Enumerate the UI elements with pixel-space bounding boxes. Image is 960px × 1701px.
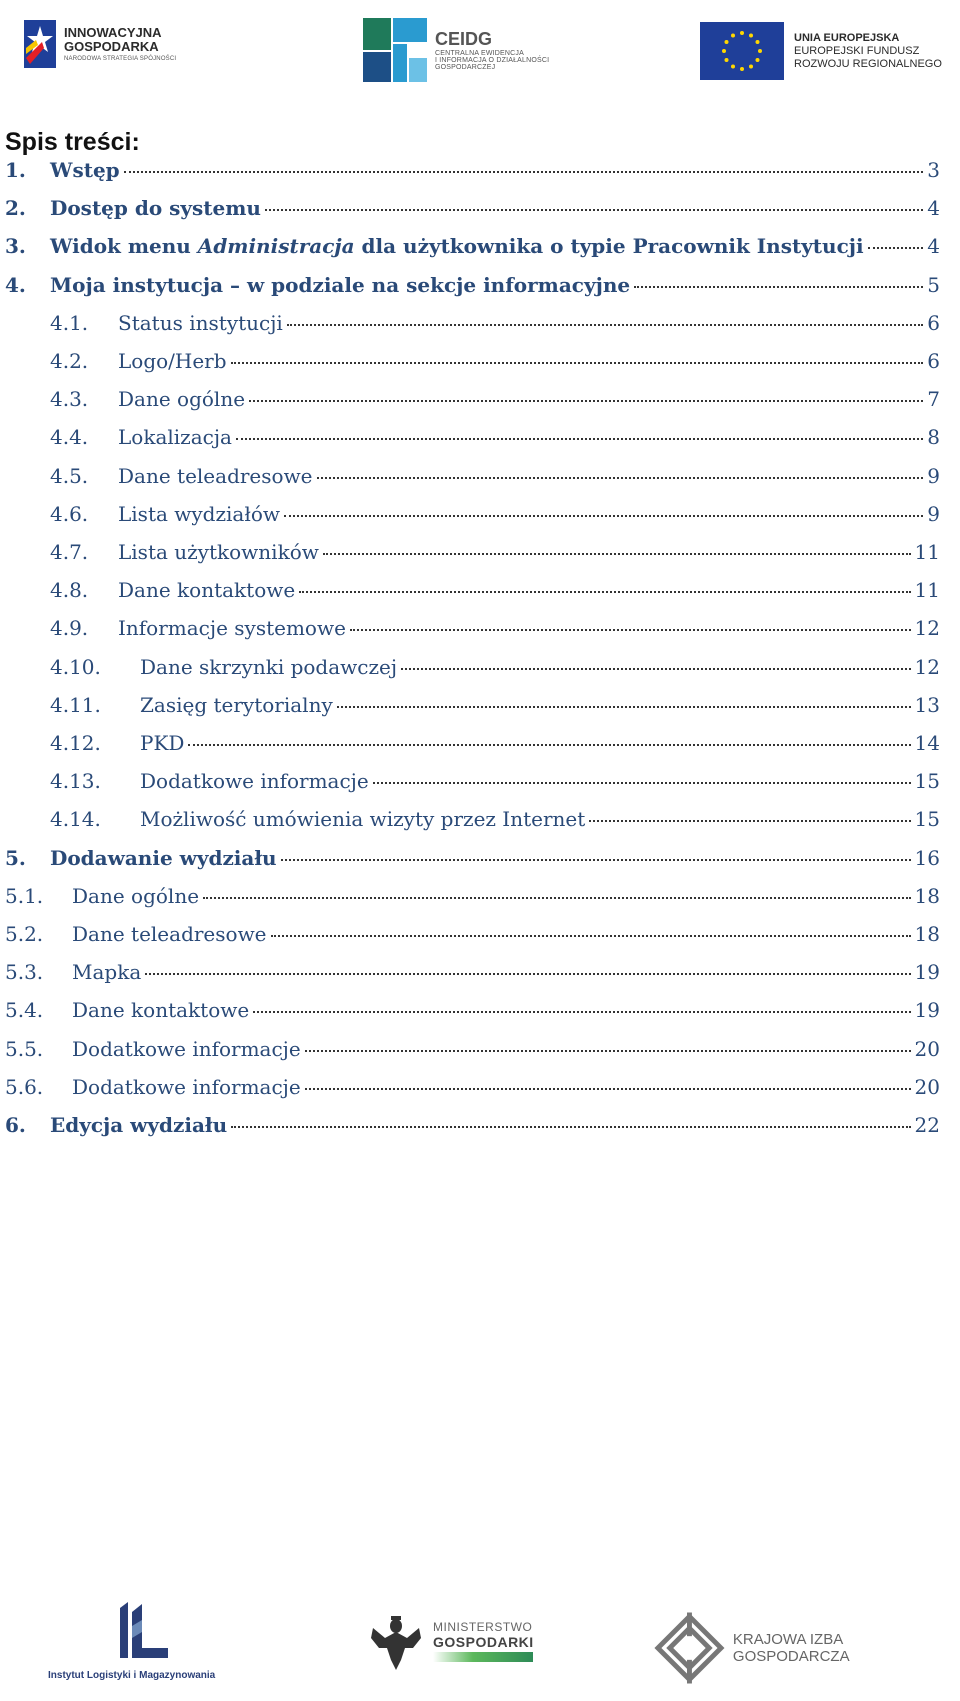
toc-entry-label: Moja instytucja – w podziale na sekcje informacyjne — [50, 272, 631, 297]
toc-entry[interactable] — [0, 693, 940, 723]
logo-unia-europejska — [700, 22, 942, 80]
toc-entry-label: Status instytucji — [118, 310, 283, 335]
toc-entry-label — [50, 234, 866, 258]
toc-entry-label: Wstęp — [50, 158, 120, 182]
toc-entry-page: 19 — [914, 960, 940, 985]
toc-entry-page: 11 — [914, 578, 940, 603]
toc-entry[interactable] — [0, 616, 940, 646]
toc-entry-label: Logo/Herb — [118, 349, 227, 373]
toc-dot-leader — [373, 782, 911, 784]
toc-entry[interactable] — [0, 884, 940, 914]
toc-entry-label: Dane ogólne — [118, 387, 246, 412]
toc-entry-label: Mapka — [72, 960, 142, 985]
toc-entry-number: 5.6. — [5, 1074, 44, 1099]
ministerstwo-line2: GOSPODARKI — [433, 1634, 534, 1650]
toc-entry-label: Informacje systemowe — [118, 616, 346, 641]
toc-dot-leader — [249, 400, 923, 402]
toc-dot-leader — [337, 706, 911, 708]
toc-entry-label: Dane kontaktowe — [72, 998, 250, 1023]
toc-entry-page: 16 — [914, 845, 940, 870]
toc-dot-leader — [287, 324, 923, 326]
logo-innowacyjna-gospodarka — [22, 18, 176, 70]
toc-entry[interactable] — [0, 922, 940, 952]
toc-entry-page: 18 — [914, 883, 940, 908]
ceidg-emblem-icon — [363, 18, 427, 82]
toc-entry-number: 4.10. — [50, 654, 101, 679]
toc-entry-number: 5.5. — [5, 1036, 44, 1061]
logo-sub: NARODOWA STRATEGIA SPÓJNOŚCI — [64, 56, 177, 62]
toc-entry-number: 4.1. — [50, 310, 89, 335]
toc-entry-page: 9 — [927, 463, 940, 488]
toc-dot-leader — [124, 171, 924, 173]
toc-entry-number: 4.14. — [50, 807, 101, 832]
toc-entry-page: 12 — [914, 654, 940, 679]
toc-entry[interactable] — [0, 349, 940, 379]
toc-entry[interactable] — [0, 960, 940, 990]
toc-entry-label: Lista wydziałów — [118, 501, 280, 526]
toc-entry-label: Edycja wydziału — [50, 1113, 228, 1137]
toc-entry-page: 8 — [927, 425, 940, 450]
toc-entry-label-part: dla użytkownika o typie Pracownik Instytucji — [354, 234, 864, 259]
toc-entry-page: 18 — [914, 922, 940, 946]
toc-entry-number: 4. — [5, 272, 26, 297]
toc-entry-number: 4.9. — [50, 616, 89, 641]
toc-entry[interactable] — [0, 158, 940, 188]
toc-entry-page: 11 — [914, 540, 940, 564]
toc-dot-leader — [203, 897, 911, 899]
kig-emblem-icon — [652, 1610, 727, 1686]
toc-dot-leader — [634, 286, 923, 288]
ceidg-sub1: CENTRALNA EWIDENCJA — [435, 50, 524, 57]
toc-entry-label: Dostęp do systemu — [50, 196, 261, 221]
toc-entry-page: 6 — [927, 310, 940, 335]
toc-entry[interactable] — [0, 540, 940, 570]
toc-entry-number: 5.4. — [5, 998, 44, 1023]
toc-dot-leader — [299, 591, 910, 593]
toc-dot-leader — [589, 820, 910, 822]
toc-dot-leader — [868, 247, 924, 249]
toc-entry-number: 4.13. — [50, 769, 101, 794]
toc-dot-leader — [305, 1088, 911, 1090]
toc-dot-leader — [265, 209, 923, 211]
toc-dot-leader — [231, 1126, 910, 1128]
toc-entry[interactable] — [0, 807, 940, 837]
toc-entry-page: 12 — [914, 616, 940, 641]
logo-ministerstwo-gospodarki — [365, 1608, 534, 1674]
toc-entry-page: 4 — [927, 196, 940, 221]
ministerstwo-green-bar — [433, 1652, 533, 1662]
toc-entry-number: 5.2. — [5, 922, 44, 946]
toc-entry-page: 9 — [927, 501, 940, 526]
ilim-caption: Instytut Logistyki i Magazynowania — [48, 1670, 216, 1681]
toc-entry[interactable] — [0, 769, 940, 799]
toc-entry-number: 1. — [5, 158, 26, 182]
toc-entry-label: Lista użytkowników — [118, 540, 319, 564]
eu-line3: ROZWOJU REGIONALNEGO — [794, 57, 942, 70]
toc-entry-label-part: Widok menu — [50, 234, 198, 259]
toc-entry-page: 15 — [914, 769, 940, 794]
ceidg-title: CEIDG — [435, 29, 493, 49]
toc-entry-label: Dane teleadresowe — [118, 463, 313, 488]
toc-entry[interactable] — [0, 578, 940, 608]
toc-entry-number: 5. — [5, 845, 26, 870]
toc-entry-number: 6. — [5, 1113, 26, 1137]
toc-entry[interactable] — [0, 425, 940, 455]
toc-entry[interactable] — [0, 1037, 940, 1067]
toc-dot-leader — [305, 1050, 911, 1052]
toc-entry-label: PKD — [140, 731, 185, 755]
toc-entry[interactable] — [0, 464, 940, 494]
toc-entry-label: Dodatkowe informacje — [140, 769, 369, 794]
toc-entry-page: 20 — [914, 1074, 940, 1099]
toc-entry-number: 4.3. — [50, 387, 89, 412]
toc-entry-label: Zasięg terytorialny — [140, 692, 333, 717]
toc-dot-leader — [284, 515, 923, 517]
eu-flag-icon — [700, 22, 784, 80]
toc-entry-number: 3. — [5, 234, 26, 259]
toc-dot-leader — [188, 744, 910, 746]
toc-entry-label: Dane kontaktowe — [118, 578, 296, 603]
toc-entry-label: Dodatkowe informacje — [72, 1074, 301, 1099]
toc-entry-number: 4.5. — [50, 463, 89, 488]
toc-entry-number: 5.3. — [5, 960, 44, 985]
toc-entry-label: Możliwość umówienia wizyty przez Internet — [140, 807, 586, 832]
toc-entry[interactable] — [0, 502, 940, 532]
toc-entry-label: Dane ogólne — [72, 883, 200, 908]
toc-entry[interactable] — [0, 1075, 940, 1105]
toc-entry-number: 5.1. — [5, 883, 44, 908]
toc-entry-label: Dodawanie wydziału — [50, 845, 277, 870]
toc-dot-leader — [271, 935, 911, 937]
toc-entry[interactable] — [0, 998, 940, 1028]
toc-entry-label: Dane skrzynki podawczej — [140, 654, 398, 679]
toc-dot-leader — [231, 362, 924, 364]
toc-dot-leader — [350, 629, 911, 631]
polish-eagle-icon — [365, 1608, 427, 1674]
logo-ilim — [48, 1598, 215, 1681]
toc-entry-number: 2. — [5, 196, 26, 221]
ceidg-sub3: GOSPODARCZEJ — [435, 64, 496, 71]
toc-entry-number: 4.11. — [50, 692, 101, 717]
toc-dot-leader — [145, 973, 910, 975]
eu-line2: EUROPEJSKI FUNDUSZ — [794, 44, 920, 57]
toc-entry-number: 4.7. — [50, 540, 89, 564]
toc-dot-leader — [401, 668, 911, 670]
toc-dot-leader — [281, 859, 911, 861]
toc-entry[interactable] — [0, 1113, 940, 1143]
kig-text: KRAJOWA IZBA GOSPODARCZA — [732, 1631, 850, 1665]
toc-entry[interactable] — [0, 731, 940, 761]
logo-krajowa-izba-gospodarcza — [652, 1610, 960, 1686]
toc-dot-leader — [317, 477, 924, 479]
toc-entry-number: 4.8. — [50, 578, 89, 603]
toc-entry[interactable] — [0, 273, 940, 303]
toc-entry-label: Dane teleadresowe — [72, 922, 267, 946]
toc-entry-page: 14 — [914, 731, 940, 755]
toc-title: Spis treści: — [5, 128, 140, 156]
toc-entry[interactable] — [0, 846, 940, 876]
toc-entry-number: 4.2. — [50, 349, 89, 373]
toc-dot-leader — [236, 438, 923, 440]
ceidg-sub2: I INFORMACJA O DZIAŁALNOŚCI — [435, 57, 550, 64]
toc-entry-label: Dodatkowe informacje — [72, 1036, 301, 1061]
toc-entry-page: 7 — [927, 387, 940, 412]
toc-entry-page: 19 — [914, 998, 940, 1023]
toc-entry-page: 4 — [927, 234, 940, 259]
toc-entry-page: 22 — [914, 1113, 940, 1137]
toc-dot-leader — [323, 553, 911, 555]
toc-entry-number: 4.6. — [50, 501, 89, 526]
toc-entry-page: 3 — [927, 158, 940, 182]
ministerstwo-line1: MINISTERSTWO — [433, 1620, 533, 1634]
toc-entry-page: 15 — [914, 807, 940, 832]
toc-dot-leader — [253, 1011, 910, 1013]
toc-entry-page: 6 — [927, 349, 940, 373]
toc-entry-page: 20 — [914, 1036, 940, 1061]
toc-entry-page: 13 — [914, 692, 940, 717]
toc-entry[interactable] — [0, 655, 940, 685]
innowacyjna-gospodarka-emblem-icon — [22, 18, 58, 70]
toc-entry-label: Lokalizacja — [118, 425, 232, 450]
eu-line1: UNIA EUROPEJSKA — [794, 31, 900, 44]
toc-entry-number: 4.4. — [50, 425, 89, 450]
toc-entry-page: 5 — [927, 272, 940, 297]
logo-line1: INNOWACYJNA — [64, 25, 162, 40]
toc-entry[interactable] — [0, 196, 940, 226]
toc-entry[interactable] — [0, 234, 940, 264]
logo-ceidg — [363, 18, 549, 82]
toc-entry[interactable] — [0, 387, 940, 417]
toc-entry[interactable] — [0, 311, 940, 341]
logo-line2: GOSPODARKA — [64, 39, 159, 54]
ilim-emblem-icon — [118, 1598, 178, 1662]
toc-entry-label-italic: Administracja — [197, 234, 355, 259]
toc-entry-number: 4.12. — [50, 731, 101, 755]
